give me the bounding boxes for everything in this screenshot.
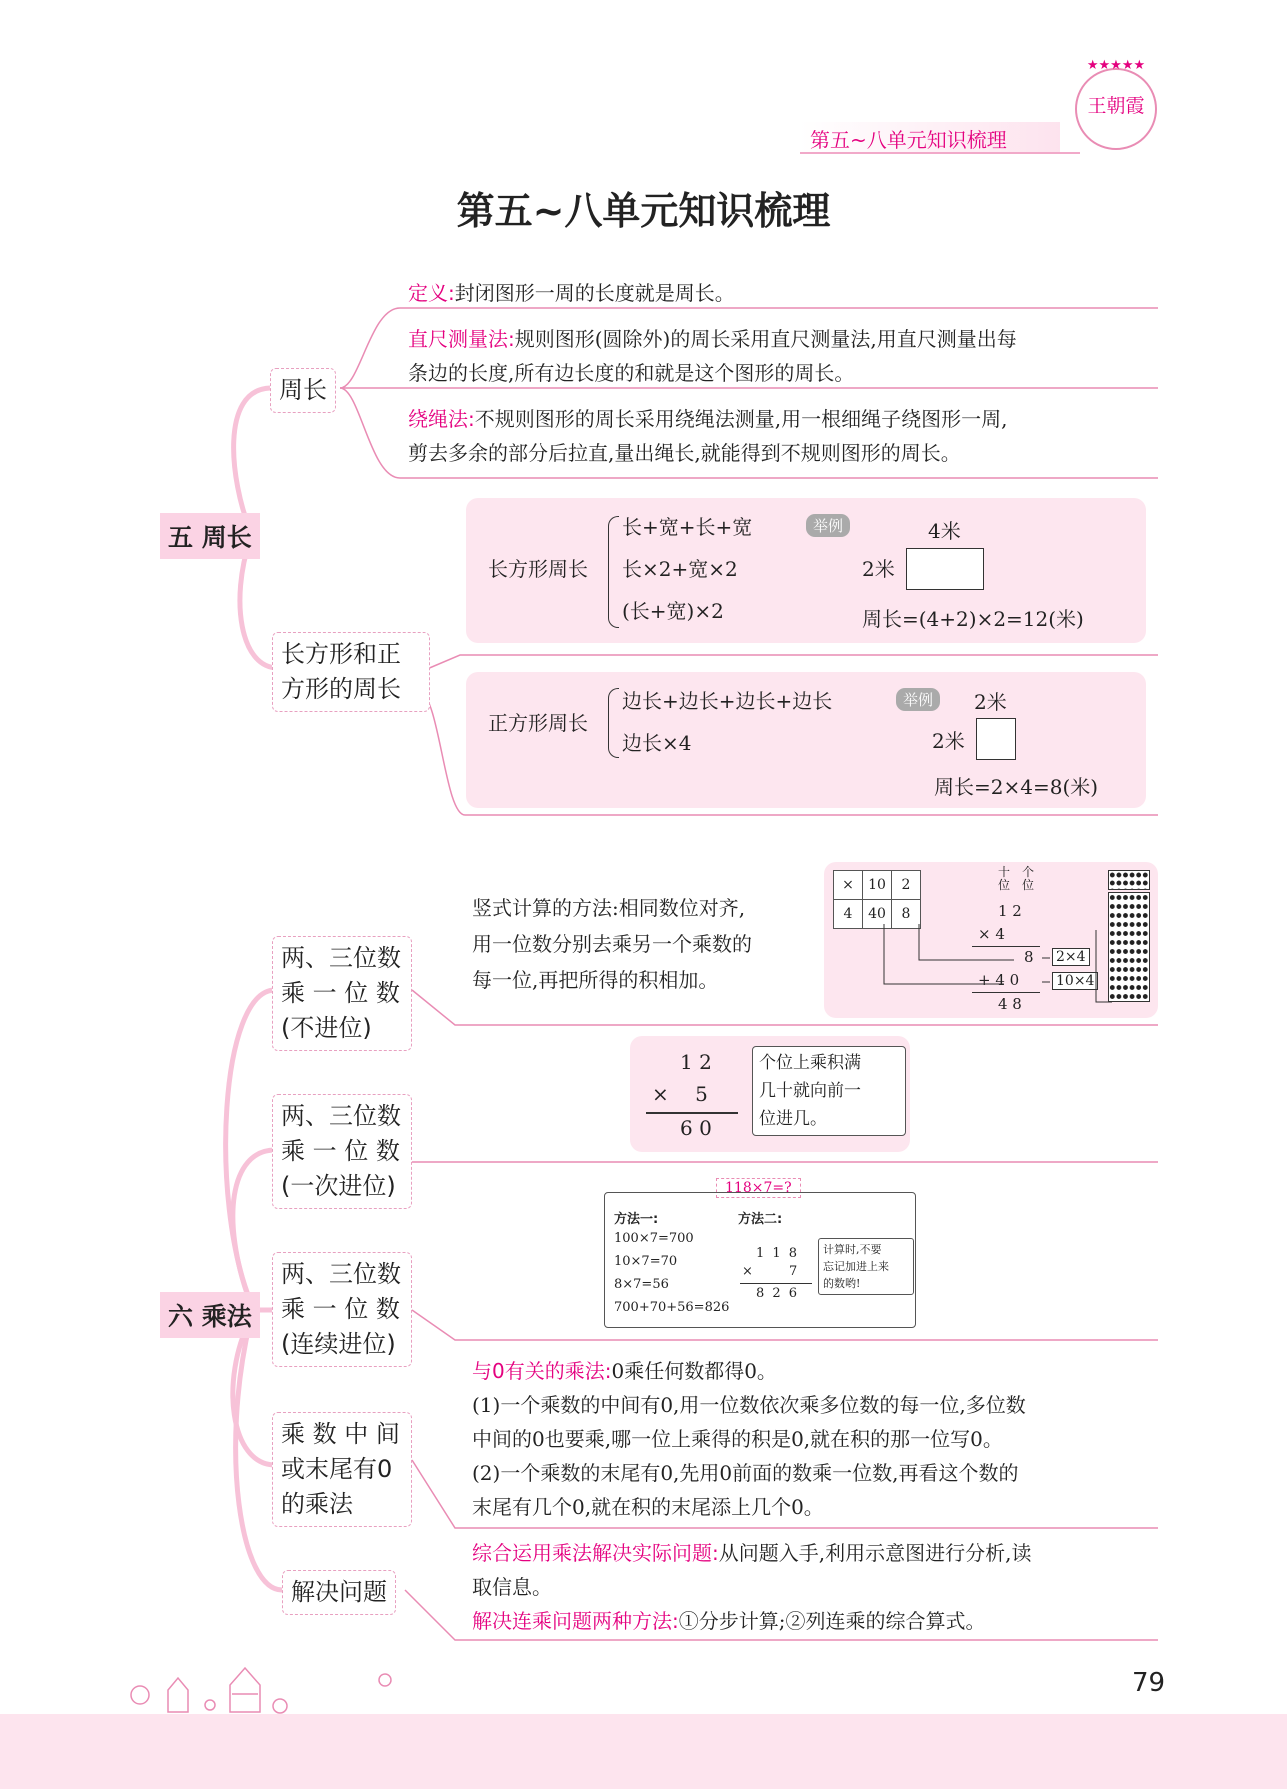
- node-zero-multiply: [272, 1412, 412, 1527]
- calc-c: 8: [1024, 948, 1034, 966]
- zero-p2-l2: 末尾有几个0,就在积的末尾添上几个0。: [472, 1495, 824, 1519]
- branch-u6-2: [233, 1150, 275, 1302]
- zero-p1-l2: 中间的0也要乘,哪一位上乘得的积是0,就在积的那一位写0。: [472, 1427, 1003, 1451]
- rect-formula-1: 长+宽+长+宽: [622, 515, 753, 539]
- carry2-m2-label: 方法二:: [738, 1212, 783, 1227]
- rope-line-1: 不规则图形的周长采用绕绳法测量,用一根细绳子绕图形一周,: [474, 407, 1008, 431]
- carry1-note-l3: 位进几。: [759, 1109, 827, 1129]
- carry1-a: 1 2: [680, 1050, 712, 1074]
- mt-r1c1: 40: [863, 900, 892, 929]
- vertical-l1: 竖式计算的方法:相同数位对齐,: [472, 896, 746, 920]
- node-zhouchang: 周长: [270, 368, 336, 413]
- page-title: 第五~八单元知识梳理: [456, 189, 831, 233]
- zero-p1-l1: (1)一个乘数的中间有0,用一位数依次乘多位数的每一位,多位数: [472, 1393, 1026, 1417]
- flower-icon: [205, 1700, 215, 1710]
- square-label: 正方形周长: [488, 711, 588, 735]
- zhouchang-ruler: [408, 322, 1017, 390]
- solve-label-1: 综合运用乘法解决实际问题:: [472, 1541, 719, 1565]
- rect-example-tag: 举例: [806, 514, 850, 537]
- logo-stars: ★★★★★: [1086, 58, 1146, 73]
- mt-r1c2: 8: [892, 900, 921, 929]
- solve-label-2: 解决连乘问题两种方法:: [472, 1609, 679, 1633]
- calc-a: 1 2: [998, 902, 1022, 920]
- rect-label: 长方形周长: [488, 557, 588, 581]
- node-one-carry-l3: (一次进位): [281, 1172, 396, 1200]
- mt-r1c0: 4: [834, 900, 863, 929]
- solve-text-1b: 取信息。: [472, 1575, 552, 1599]
- rect-formula-2: 长×2+宽×2: [622, 557, 738, 581]
- ruler-label: 直尺测量法:: [408, 327, 515, 351]
- unit5-title: 五 周长: [160, 513, 260, 559]
- square-top-label: 2米: [974, 690, 1007, 714]
- carry2-note-l2: 忘记加进上来: [823, 1260, 889, 1273]
- node-multi-carry: [272, 1252, 412, 1367]
- def-text: 封闭图形一周的长度就是周长。: [454, 281, 735, 305]
- node-zero-l3: 的乘法: [281, 1490, 353, 1518]
- page-number: 79: [1132, 1668, 1166, 1698]
- node-rect-square: [272, 632, 430, 712]
- node-multi-carry-l2: 乘 一 位 数: [281, 1295, 400, 1323]
- square-figure: [976, 718, 1016, 760]
- bush-icon: [273, 1699, 287, 1713]
- twig-rect: [420, 655, 1158, 672]
- carry2-m1-label: 方法一:: [614, 1212, 659, 1227]
- col-tens-label: 十位: [998, 865, 1011, 892]
- node-one-carry: [272, 1094, 412, 1209]
- carry2-note-l1: 计算时,不要: [823, 1243, 882, 1256]
- zero-section: [472, 1354, 1026, 1524]
- node-one-carry-l2: 乘 一 位 数: [281, 1137, 400, 1165]
- zhouchang-definition: [408, 276, 735, 310]
- node-zero-l1: 乘 数 中 间: [281, 1420, 400, 1448]
- calc-b: × 4: [978, 925, 1005, 943]
- carry2-note: [818, 1238, 914, 1295]
- branch-u5-up: [234, 388, 270, 530]
- carry2-m1-l1: 100×7=700: [614, 1231, 694, 1246]
- box-10x4: 10×4: [1052, 972, 1098, 990]
- rope-label: 绕绳法:: [408, 407, 475, 431]
- carry2-m1-l3: 8×7=56: [614, 1277, 669, 1292]
- tree-icon: [131, 1686, 149, 1704]
- arrow-to-8: [919, 924, 1014, 960]
- def-label: 定义:: [408, 281, 455, 305]
- mt-r0c1: 10: [863, 871, 892, 900]
- square-formula-1: 边长+边长+边长+边长: [622, 689, 833, 713]
- node-multi-carry-l3: (连续进位): [281, 1330, 396, 1358]
- rope-line-2: 剪去多余的部分后拉直,量出绳长,就能得到不规则图形的周长。: [408, 441, 961, 465]
- square-side-label: 2米: [932, 729, 965, 753]
- node-no-carry: [272, 936, 412, 1051]
- mt-r0c0: ×: [834, 871, 863, 900]
- logo-text: 王朝霞: [1087, 95, 1145, 117]
- mt-r0c2: 2: [892, 871, 921, 900]
- carry2-m2-a: 1 1 8: [756, 1246, 798, 1261]
- node-solve: 解决问题: [282, 1570, 396, 1615]
- solve-text-2: ①分步计算;②列连乘的综合算式。: [678, 1609, 986, 1633]
- rect-formula-3: (长+宽)×2: [622, 599, 724, 623]
- solve-line-1: [472, 1536, 1031, 1570]
- carry2-m1-l2: 10×7=70: [614, 1254, 678, 1269]
- zero-text: 0乘任何数都得0。: [611, 1359, 777, 1383]
- square-brace: [608, 688, 619, 758]
- branch-u6-1: [226, 990, 275, 1300]
- node-multi-carry-l1: 两、三位数: [281, 1260, 401, 1288]
- castle-icon: [230, 1668, 260, 1712]
- carry1-line: [646, 1112, 738, 1114]
- carry1-note-l1: 个位上乘积满: [759, 1053, 861, 1073]
- zhouchang-rope: [408, 402, 1007, 470]
- carry2-title: 118×7=?: [716, 1178, 801, 1198]
- vertical-method-text: [472, 890, 752, 998]
- zero-line-0: [472, 1354, 1026, 1388]
- node-no-carry-l2: 乘 一 位 数: [281, 979, 400, 1007]
- unit6-title: 六 乘法: [160, 1292, 260, 1338]
- carry1-note: [752, 1046, 906, 1136]
- rect-result: 周长=(4+2)×2=12(米): [862, 607, 1084, 631]
- cloud-icon: [379, 1674, 391, 1686]
- node-rect-square-label: 长方形和正方形的周长: [281, 640, 401, 703]
- vertical-l3: 每一位,再把所得的积相加。: [472, 968, 719, 992]
- dot-array-top: [1108, 870, 1150, 890]
- footer-decoration: [120, 1650, 420, 1720]
- carry1-b: × 5: [652, 1082, 708, 1106]
- calc-e: 4 8: [998, 995, 1022, 1013]
- arrow-to-40: [884, 924, 1004, 984]
- carry2-m1-l4: 700+70+56=826: [614, 1300, 730, 1315]
- header-section-title: 第五~八单元知识梳理: [810, 128, 1007, 152]
- ruler-line-1: 规则图形(圆除外)的周长采用直尺测量法,用直尺测量出每: [514, 327, 1017, 351]
- vertical-l2: 用一位数分别去乘另一个乘数的: [472, 932, 752, 956]
- node-one-carry-l1: 两、三位数: [281, 1102, 401, 1130]
- ruler-line-2: 条边的长度,所有边长度的和就是这个图形的周长。: [408, 361, 855, 385]
- node-no-carry-l3: (不进位): [281, 1014, 372, 1042]
- rect-length: 4米: [928, 519, 961, 543]
- rect-width: 2米: [862, 557, 895, 581]
- square-formula-2: 边长×4: [622, 731, 692, 755]
- col-ones-label: 个位: [1022, 865, 1035, 892]
- zero-label: 与0有关的乘法:: [472, 1359, 612, 1383]
- carry1-c: 6 0: [680, 1116, 712, 1140]
- rect-figure: [906, 548, 984, 590]
- solve-line-2: [472, 1604, 1031, 1638]
- solve-text-1a: 从问题入手,利用示意图进行分析,读: [718, 1541, 1032, 1565]
- square-example-tag: 举例: [896, 688, 940, 711]
- node-no-carry-l1: 两、三位数: [281, 944, 401, 972]
- carry2-note-l3: 的数哟!: [823, 1277, 861, 1290]
- solve-section: [472, 1536, 1031, 1638]
- dot-array-main: [1108, 892, 1150, 1002]
- node-zero-l2: 或末尾有0: [281, 1455, 393, 1483]
- house-icon: [168, 1678, 188, 1712]
- carry2-m2-line: [740, 1283, 812, 1284]
- carry2-m2-b: × 7: [742, 1264, 798, 1279]
- calc-d: + 4 0: [978, 971, 1020, 989]
- rect-brace: [608, 516, 619, 628]
- zero-p2-l1: (2)一个乘数的末尾有0,先用0前面的数乘一位数,再看这个数的: [472, 1461, 1019, 1485]
- carry1-note-l2: 几十就向前一: [759, 1081, 861, 1101]
- footer-band: [0, 1714, 1287, 1789]
- box-2x4: 2×4: [1052, 948, 1090, 966]
- square-result: 周长=2×4=8(米): [934, 775, 1099, 799]
- carry2-m2-c: 8 2 6: [756, 1286, 798, 1301]
